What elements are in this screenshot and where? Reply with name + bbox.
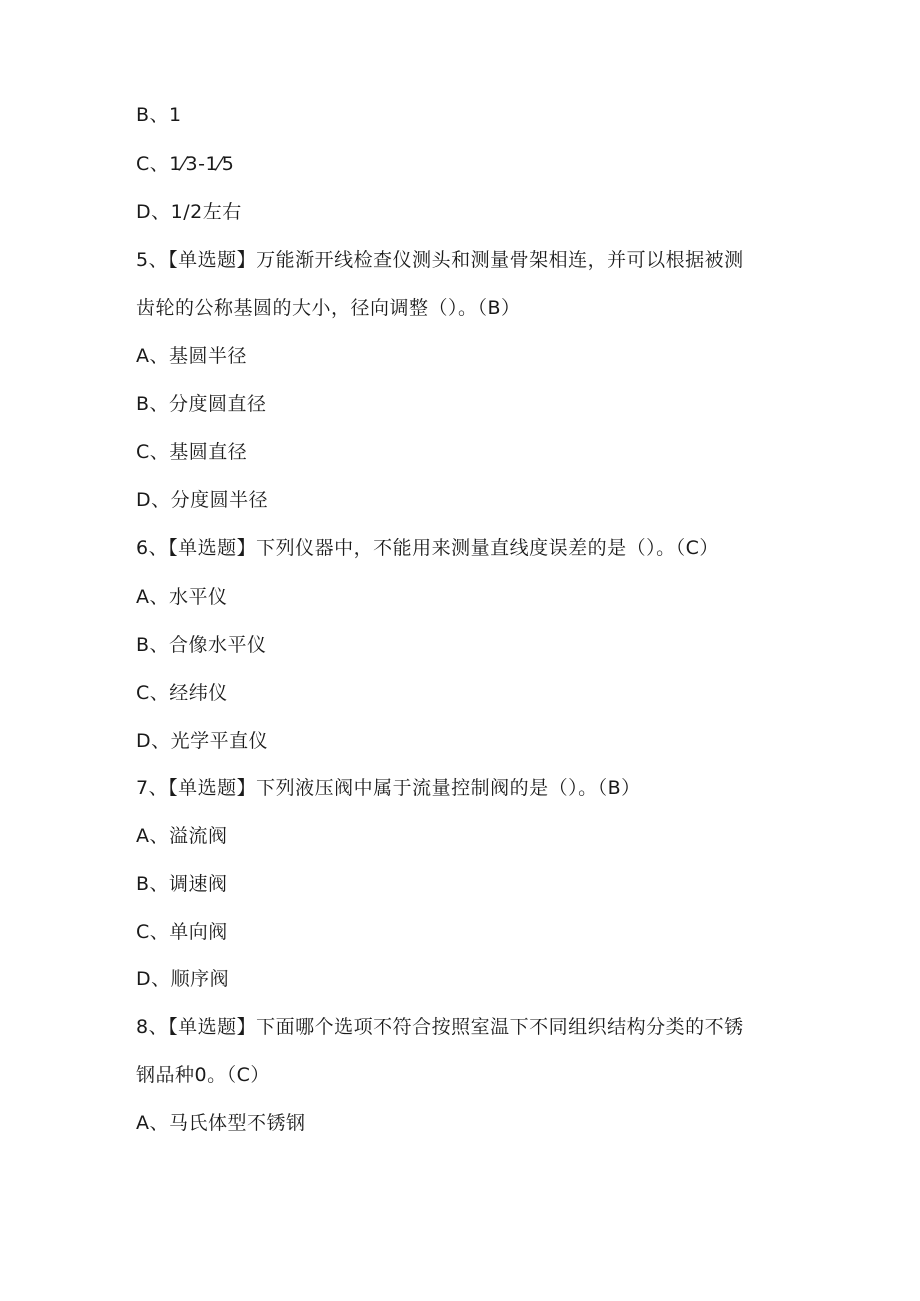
option-b-q6: B、合像水平仪 (136, 634, 267, 656)
option-b-q4: B、1 (136, 104, 182, 126)
question-5-line-1: 5、【单选题】万能渐开线检查仪测头和测量骨架相连，并可以根据被测 (136, 249, 744, 271)
option-b-q5: B、分度圆直径 (136, 393, 267, 415)
option-c-q5: C、基圆直径 (136, 441, 248, 463)
option-d-q5: D、分度圆半径 (136, 489, 269, 511)
option-a-q7: A、溢流阀 (136, 825, 228, 847)
option-c-q7: C、单向阀 (136, 921, 228, 943)
option-b-q7: B、调速阀 (136, 873, 228, 895)
question-8-line-2: 钢品种0。（C） (136, 1064, 270, 1086)
option-d-q7: D、顺序阀 (136, 968, 230, 990)
question-7: 7、【单选题】下列液压阀中属于流量控制阀的是（）。（B） (136, 777, 641, 799)
option-c-q4: C、1⁄3-1⁄5 (136, 153, 235, 175)
option-d-q4: D、1/2左右 (136, 201, 242, 223)
option-a-q5: A、基圆半径 (136, 345, 247, 367)
option-d-q6: D、光学平直仪 (136, 730, 269, 752)
option-a-q6: A、水平仪 (136, 586, 228, 608)
question-5-line-2: 齿轮的公称基圆的大小，径向调整（）。（B） (136, 297, 521, 319)
question-8-line-1: 8、【单选题】下面哪个选项不符合按照室温下不同组织结构分类的不锈 (136, 1016, 744, 1038)
option-a-q8: A、马氏体型不锈钢 (136, 1112, 306, 1134)
option-c-q6: C、经纬仪 (136, 682, 228, 704)
question-6: 6、【单选题】下列仪器中，不能用来测量直线度误差的是（）。（C） (136, 537, 719, 559)
